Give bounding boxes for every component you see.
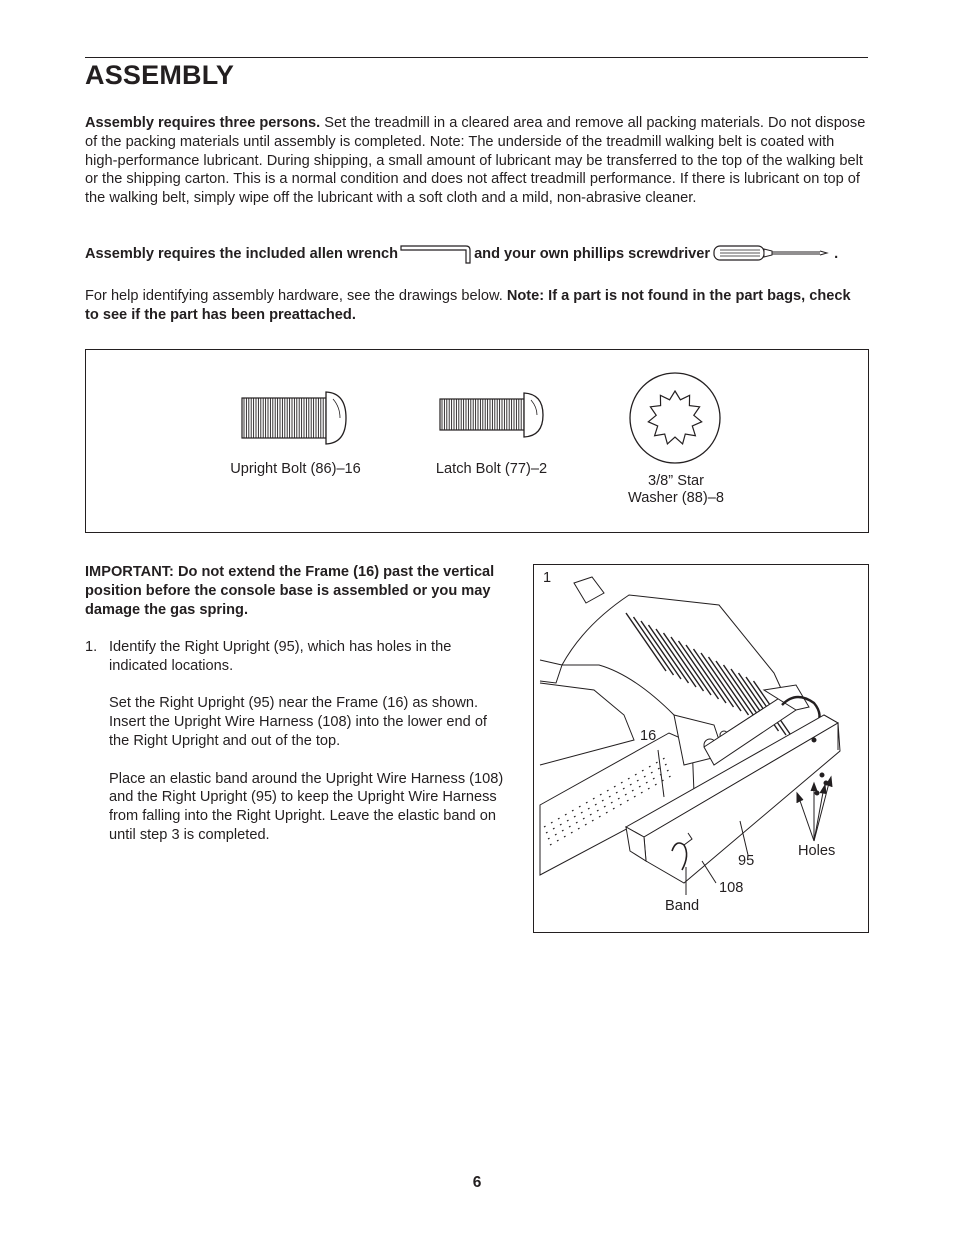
- latch-bolt-icon: [437, 390, 549, 442]
- important-warning: IMPORTANT: Do not extend the Frame (16) past the vertical position before the console base is assembled or you may damage the gas spring.: [85, 564, 495, 618]
- callout-upright-95: 95: [738, 853, 755, 869]
- help-paragraph: [85, 287, 868, 325]
- tools-text-1: Assembly requires the included allen wrench: [85, 246, 399, 262]
- star-washer-label: [596, 473, 756, 506]
- step-number: 1.: [85, 639, 98, 655]
- phillips-screwdriver-icon: [712, 244, 830, 268]
- step-1: [85, 638, 510, 864]
- upright-bolt-label: Upright Bolt (86)–16: [230, 461, 361, 477]
- figure-number: 1: [543, 570, 552, 586]
- page-number: 6: [472, 1174, 482, 1191]
- tools-line: [85, 244, 868, 270]
- star-washer-icon: [627, 370, 723, 466]
- figure-1: [533, 564, 869, 933]
- page-title: ASSEMBLY: [85, 60, 235, 90]
- intro-lead: Assembly requires three persons.: [85, 115, 321, 131]
- upright-bolt-icon: [238, 387, 350, 449]
- help-note: Note: If a part is not found in the part bags, check to see if the part has been preattached.: [85, 288, 851, 323]
- intro-paragraph: [85, 114, 868, 208]
- tools-text-2: and your own phillips screwdriver: [474, 246, 711, 262]
- step-paragraph: Place an elastic band around the Upright Wire Harness (108) and the Right Upright (95) to keep the Upright Wire Harness from falling into the Right Upright. Leave the elastic band on until step 3 is completed.: [109, 770, 504, 843]
- help-text: For help identifying assembly hardware, see the drawings below.: [85, 288, 507, 304]
- star-washer-label-line2: Washer (88)–8: [628, 489, 724, 506]
- tools-end: .: [834, 246, 839, 262]
- intro-body: Set the treadmill in a cleared area and remove all packing materials. Do not dispose of the packing materials until assembly is completed. Note: The underside of the treadmill walking belt is coated with high-performance lubricant. During shipping, a small amount of lubricant may be transferred to the top of the walking belt or the shipping carton. This is a normal condition and does not affect treadmill performance. If there is lubricant on top of the walking belt, simply wipe off the lubricant with a soft cloth and a mild, non-abrasive cleaner.: [85, 115, 866, 207]
- callout-harness-108: 108: [719, 880, 744, 896]
- latch-bolt-label: Latch Bolt (77)–2: [435, 461, 548, 477]
- hardware-box: [85, 349, 869, 533]
- treadmill-assembly-illustration: [534, 565, 868, 932]
- header-rule: [85, 57, 868, 58]
- allen-wrench-icon: [400, 244, 472, 270]
- step-paragraph: Identify the Right Upright (95), which has holes in the indicated locations.: [109, 639, 452, 674]
- callout-holes: Holes: [798, 843, 836, 859]
- step-paragraph: Set the Right Upright (95) near the Frame (16) as shown. Insert the Upright Wire Harness (108) into the lower end of the Right Upright and out of the top.: [109, 695, 487, 749]
- callout-band: Band: [665, 898, 700, 914]
- callout-frame-16: 16: [640, 728, 657, 744]
- star-washer-label-line1: 3/8” Star: [648, 473, 704, 489]
